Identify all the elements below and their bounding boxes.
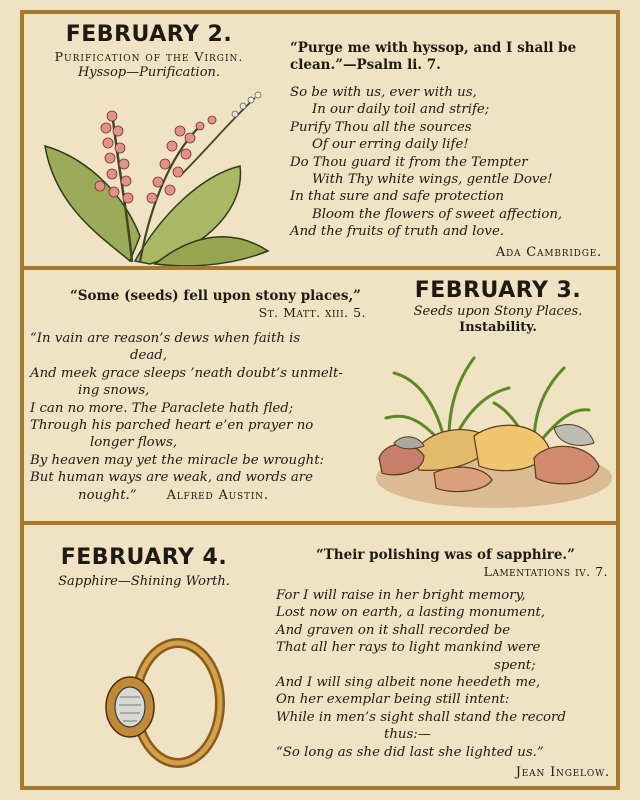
section-february-4: [24, 525, 616, 786]
poem-line: longer flows,: [90, 435, 178, 451]
poem-line: For I will raise in her bright memory,: [276, 588, 526, 603]
poem-line: By heaven may yet the miracle be wrought:: [30, 452, 325, 468]
sapphire-ring-illustration: [86, 635, 236, 775]
emblem-caption: Sapphire—Shining Worth.: [58, 574, 230, 589]
poem-line: And graven on it shall recorded be: [276, 622, 511, 638]
poem-line: And meek grace sleeps ’neath doubt’s unmelt-: [30, 365, 343, 381]
poem-line: Do Thou guard it from the Tempter: [290, 154, 528, 170]
poem-author: Jean Ingelow.: [515, 765, 610, 781]
poem-line: Lost now on earth, a lasting monument,: [276, 605, 546, 621]
stony-places-illustration: [374, 348, 614, 513]
section-february-3: [24, 270, 616, 521]
poem-line: With Thy white wings, gentle Dove!: [312, 172, 553, 188]
poem-line: spent;: [494, 657, 536, 673]
poem-line: While in men’s sight shall stand the record: [276, 709, 566, 725]
poem-line: Through his parched heart e’en prayer no: [30, 418, 314, 434]
poem-line: ing snows,: [78, 383, 150, 399]
poem-line: I can no more. The Paraclete hath fled;: [30, 400, 294, 416]
poem-line: “So long as she did last she lighted us.”: [276, 744, 544, 760]
scripture-reference: St. Matt. xiii. 5.: [258, 305, 366, 320]
scripture-reference: Lamentations iv. 7.: [483, 564, 608, 579]
emblem-caption: Hyssop—Purification.: [77, 65, 221, 80]
poem: [276, 587, 612, 761]
feast-title: Purification of the Virgin.: [54, 49, 244, 64]
poem-line: And I will sing albeit none heedeth me,: [276, 675, 541, 691]
emblem-meaning: Instability.: [459, 320, 537, 335]
poem-line: In that sure and safe protection: [290, 189, 504, 205]
poem-line: In our daily toil and strife;: [312, 102, 490, 118]
emblem-caption: Seeds upon Stony Places.: [413, 304, 583, 319]
hyssop-illustration: [40, 86, 270, 266]
scripture-motto: “Some (seeds) fell upon stony places,”: [70, 288, 361, 304]
poem-line: dead,: [130, 348, 168, 364]
poem: [30, 330, 370, 504]
poem-line: So be with us, ever with us,: [290, 85, 477, 100]
poem: [290, 84, 610, 241]
date-heading: FEBRUARY 4.: [60, 545, 228, 570]
poem-line: Bloom the flowers of sweet affection,: [312, 206, 563, 222]
poem-line: But human ways are weak, and words are: [30, 470, 313, 486]
poem-line: On her exemplar being still intent:: [276, 692, 510, 708]
section-february-2: [24, 14, 616, 266]
poem-line: thus:—: [384, 727, 432, 743]
scripture-motto: “Purge me with hyssop, and I shall be clean.”—Psalm li. 7.: [290, 40, 577, 73]
poem-line: That all her rays to light mankind were: [276, 640, 541, 656]
date-heading: FEBRUARY 2.: [65, 22, 233, 47]
poem-author: Ada Cambridge.: [495, 244, 602, 260]
poem-line: Of our erring daily life!: [312, 137, 469, 153]
scripture-motto: “Their polishing was of sapphire.”: [316, 547, 575, 563]
date-heading: FEBRUARY 3.: [414, 278, 582, 303]
poem-author: Alfred Austin.: [166, 487, 269, 503]
poem-line: “In vain are reason’s dews when faith is: [30, 331, 301, 346]
poem-line: Purify Thou all the sources: [290, 119, 472, 135]
poem-line-end: nought.”: [78, 487, 137, 503]
poem-line: And the fruits of truth and love.: [290, 224, 505, 240]
poem-line: [30, 487, 370, 504]
